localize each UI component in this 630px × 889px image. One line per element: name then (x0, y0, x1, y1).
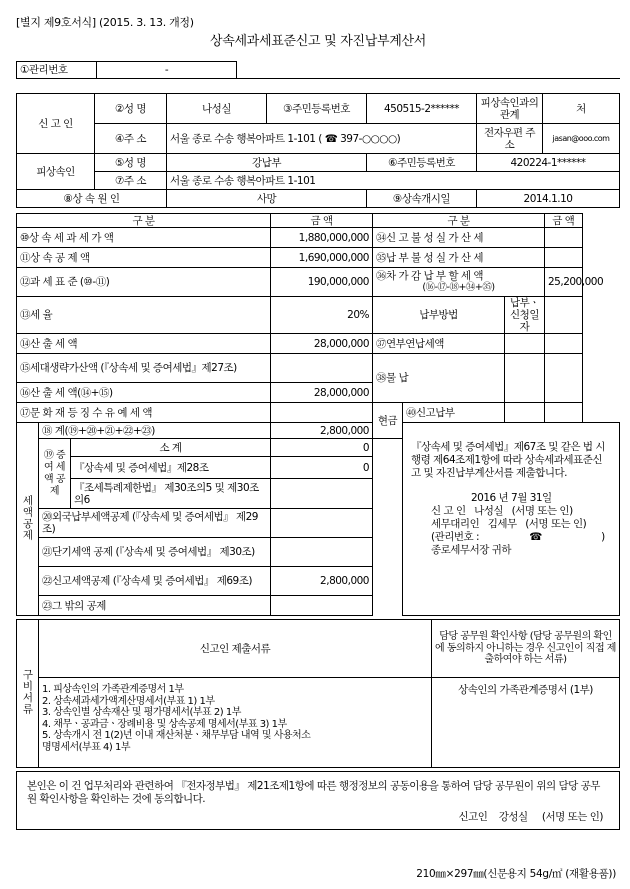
row35-label: ㉟납 부 불 성 실 가 산 세 (373, 248, 545, 268)
declarant-section-label: 신 고 인 (17, 94, 95, 154)
calc-left-header: 구 분 (17, 214, 271, 228)
declarant-sign-box[interactable]: (서명 또는 인) (511, 505, 573, 517)
calc-left-amount-header: 금 액 (271, 214, 373, 228)
row20-label: ⑳외국납부세액공제 (『상속세 및 증여세법』 제29조) (39, 509, 271, 538)
submit-header: 신고인 제출서류 (39, 620, 432, 678)
statement-declarant-line (411, 505, 611, 518)
row38-label: ㊳물 납 (373, 354, 505, 403)
decedent-section-label: 피상속인 (17, 154, 95, 190)
row37-date[interactable] (505, 334, 545, 354)
row36-label: ㊱차 가 감 납 부 할 세 액 (376, 270, 484, 282)
statement-recipient: 종로세무서장 귀하 (431, 544, 511, 556)
consent-signer-label: 신고인 (458, 811, 488, 823)
row34-label: ㉞신 고 불 성 실 가 산 세 (373, 228, 545, 248)
row18-amount[interactable]: 2,800,000 (271, 423, 373, 439)
row19-sum[interactable]: 0 (271, 439, 373, 457)
docs-section-label: 구비서류 (17, 620, 39, 768)
officer-header: 담당 공무원 확인사항 (담당 공무원의 확인에 동의하지 아니하는 경우 신고인이 직접 제출하여야 하는 서류) (432, 620, 620, 678)
row35-amount[interactable] (545, 248, 583, 268)
row40-label: ㊵신고납부 (403, 403, 505, 423)
row22-label: ㉒신고세액공제 (『상속세 및 증여세법』 제69조) (39, 567, 271, 596)
method-label: 납부방법 (373, 297, 505, 334)
row23-label: ㉓그 밖의 공제 (39, 596, 271, 616)
row13-label: ⑬세 율 (17, 297, 271, 334)
relation-label: 피상속인과의 관계 (477, 94, 543, 124)
row13-amount[interactable]: 20% (271, 297, 373, 334)
row38-date[interactable] (505, 354, 545, 403)
calc-right-header: 구 분 (373, 214, 545, 228)
consent-signer-name[interactable]: 강성실 (498, 811, 528, 823)
deduction-section-label: 세액공제 (17, 423, 39, 616)
row10-label: ⑩상 속 세 과 세 가 액 (17, 228, 271, 248)
mgmt-value[interactable]: - (97, 62, 237, 79)
row16-label: ⑯산 출 세 액(⑭+⑮) (17, 383, 271, 403)
row11-label: ⑪상 속 공 제 액 (17, 248, 271, 268)
declarant-sign-label: 신 고 인 (431, 505, 466, 517)
row40-date[interactable] (505, 403, 545, 423)
row20-amount[interactable] (271, 509, 373, 538)
row40-amount[interactable] (545, 403, 583, 423)
doc-item: 5. 상속개시 전 1(2)년 이내 재산처분ㆍ채무부담 내역 및 사용처소 명명세서(부표 4) 1부 (42, 730, 311, 753)
method-date-label: 납부ㆍ신청일자 (505, 297, 545, 334)
calc-right-amount-header: 금 액 (545, 214, 583, 228)
row21-label: ㉑단기세액 공제 (『상속세 및 증여세법』 제30조) (39, 538, 271, 567)
row22-amount[interactable]: 2,800,000 (271, 567, 373, 596)
row19b-amount[interactable] (271, 479, 373, 509)
email-label: 전자우편 주소 (477, 124, 543, 154)
decedent-address[interactable]: 서울 종로 수송 행복아파트 1-101 (167, 172, 620, 190)
consent-sign-line (27, 811, 609, 824)
row19-label: ⑲ 증여 세액 공제 (39, 439, 71, 509)
consent-sign-box[interactable]: (서명 또는 인) (541, 811, 603, 823)
row18-label: ⑱ 계(⑲+⑳+㉑+㉒+㉓) (39, 423, 271, 439)
row38-amount[interactable] (545, 354, 583, 403)
row15-amount[interactable] (271, 354, 373, 383)
doc-item: 2. 상속세과세가액계산명세서(부표 1) 1부 (42, 695, 215, 707)
row14-label: ⑭산 출 세 액 (17, 334, 271, 354)
statement-text: 『상속세 및 증여세법』제67조 및 같은 법 시행령 제64조제1항에 따라 상속세과세표준신고 및 자진납부계산서를 제출합니다. (411, 441, 606, 479)
row12-amount[interactable]: 190,000,000 (271, 268, 373, 297)
declarant-rrn[interactable]: 450515-2****** (367, 94, 477, 124)
consent-cell (17, 772, 620, 830)
consent-text: 본인은 이 건 업무처리와 관련하여 『전자정부법』 제21조제1항에 따른 행정정보의 공동이용을 통하여 담당 공무원이 위의 담당 공무원 확인사항을 확인하는 것에 동의합니다. (27, 780, 600, 805)
declarant-name[interactable]: 나성실 (167, 94, 267, 124)
row10-amount[interactable]: 1,880,000,000 (271, 228, 373, 248)
declarant-address-label: ④주 소 (95, 124, 167, 154)
row12-label: ⑫과 세 표 준 (⑩-⑪) (17, 268, 271, 297)
row36-amount[interactable]: 25,200,000 (545, 268, 583, 297)
declarant-sign-name[interactable]: 나성실 (474, 505, 504, 517)
row17-label: ⑰문 화 재 등 징 수 유 예 세 액 (17, 403, 271, 423)
form-title: 상속세과세표준신고 및 자진납부계산서 (209, 34, 427, 49)
doc-item: 1. 피상속인의 가족관계증명서 1부 (42, 684, 184, 695)
submit-list (39, 678, 432, 768)
statement-cell (403, 423, 620, 616)
row17-amount[interactable] (271, 403, 373, 423)
decedent-address-label: ⑦주 소 (95, 172, 167, 190)
declarant-name-label: ②성 명 (95, 94, 167, 124)
cause-value[interactable]: 사망 (167, 190, 367, 208)
calc-table (16, 213, 620, 616)
statement-date[interactable]: 2016 년 7월 31일 (471, 492, 552, 504)
agent-mgmt-close: ) (601, 531, 605, 543)
row19a-label: 『상속세 및 증여세법』제28조 (71, 457, 271, 479)
agent-sign-box[interactable]: (서명 또는 인) (525, 518, 587, 530)
row34-amount[interactable] (545, 228, 583, 248)
officer-item: 상속인의 가족관계증명서 (1부) (432, 678, 620, 768)
row21-amount[interactable] (271, 538, 373, 567)
decedent-rrn[interactable]: 420224-1****** (477, 154, 620, 172)
decedent-name-label: ⑤성 명 (95, 154, 167, 172)
row19-sum-label: 소 계 (71, 439, 271, 457)
statement-agent-line (411, 518, 611, 531)
cash-label: 현금 (373, 403, 403, 439)
start-date-label: ⑨상속개시일 (367, 190, 477, 208)
row37-label: ㊲연부연납세액 (373, 334, 505, 354)
phone-icon: ☎ (529, 531, 542, 543)
row37-amount[interactable] (545, 334, 583, 354)
doc-item: 4. 채무ㆍ공과금ㆍ장례비용 및 상속공제 명세서(부표 3) 1부 (42, 718, 287, 730)
parties-table (16, 93, 620, 208)
mgmt-label: ①관리번호 (17, 62, 97, 79)
docs-table (16, 619, 620, 768)
row11-amount[interactable]: 1,690,000,000 (271, 248, 373, 268)
start-date[interactable]: 2014.1.10 (477, 190, 620, 208)
form-header: [별지 제9호서식] (2015. 3. 13. 개정) (16, 16, 194, 29)
agent-mgmt-label: (관리번호 : (431, 531, 480, 543)
decedent-rrn-label: ⑥주민등록번호 (367, 154, 477, 172)
agent-name[interactable]: 김세무 (487, 518, 517, 530)
consent-table (16, 771, 620, 830)
cause-label: ⑧상 속 원 인 (17, 190, 167, 208)
paper-spec: 210㎜×297㎜(신문용지 54g/㎡ (재활용품)) (416, 868, 616, 880)
agent-label: 세무대리인 (431, 518, 480, 530)
statement-mgmt-line (411, 531, 611, 544)
row36-cell (373, 268, 545, 297)
mgmt-table (16, 61, 620, 79)
declarant-address[interactable]: 서울 종로 수송 행복아파트 1-101 ( ☎ 397-○○○○) (167, 124, 477, 154)
row15-label: ⑮세대생략가산액 (『상속세 및 증여세법』제27조) (17, 354, 271, 383)
decedent-name[interactable]: 강납부 (167, 154, 367, 172)
doc-item: 3. 상속인별 상속재산 및 평가명세서(부표 2) 1부 (42, 707, 241, 718)
row36-sub: (⑯-⑰-⑱+㉞+㉟) (422, 282, 495, 293)
email-value[interactable]: jasan@ooo.com (543, 124, 620, 154)
row16-amount[interactable]: 28,000,000 (271, 383, 373, 403)
row23-amount[interactable] (271, 596, 373, 616)
relation-value[interactable]: 처 (543, 94, 620, 124)
method-blank (545, 297, 583, 334)
row14-amount[interactable]: 28,000,000 (271, 334, 373, 354)
row19a-amount[interactable]: 0 (271, 457, 373, 479)
row19b-label: 『조세특례제한법』 제30조의5 및 제30조의6 (71, 479, 271, 509)
declarant-rrn-label: ③주민등록번호 (267, 94, 367, 124)
